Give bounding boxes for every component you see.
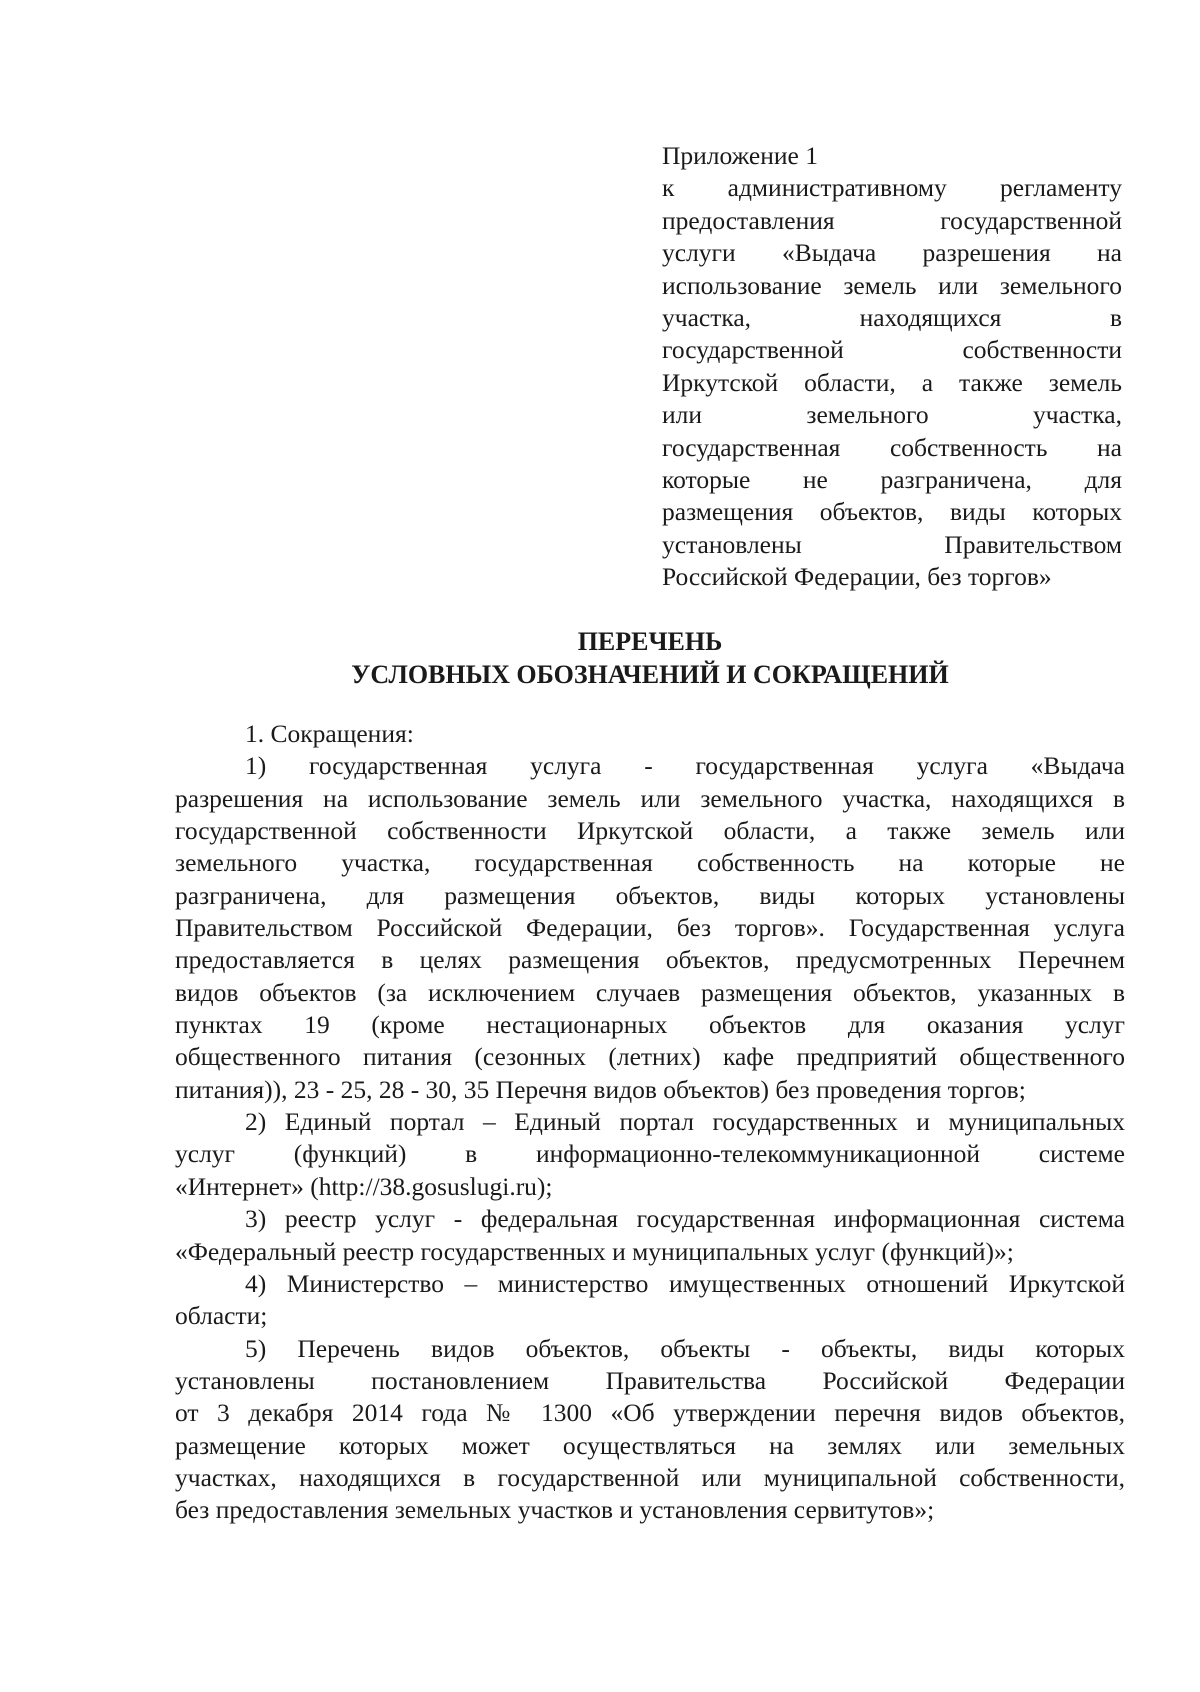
- section-heading: 1. Сокращения:: [245, 719, 414, 748]
- body-line: области;: [175, 1301, 268, 1331]
- body-line: государственной собственности Иркутской области, а также земель или: [175, 816, 1125, 846]
- body-line: пунктах 19 (кроме нестационарных объектов для оказания услуг: [175, 1010, 1125, 1040]
- body-line: услуг (функций) в информационно-телекоммуникационной системе: [175, 1139, 1125, 1169]
- body-line: общественного питания (сезонных (летних) кафе предприятий общественного: [175, 1042, 1125, 1072]
- appendix-line: участка, находящихся в: [662, 302, 1122, 332]
- appendix-line: или земельного участка,: [662, 400, 1122, 430]
- body-line: разрешения на использование земель или земельного участка, находящихся в: [175, 783, 1125, 813]
- document-body: [175, 718, 1125, 1527]
- title-line-2: УСЛОВНЫХ ОБОЗНАЧЕНИЙ И СОКРАЩЕНИЙ: [351, 660, 949, 689]
- body-line: 3) реестр услуг - федеральная государственная информационная система: [245, 1204, 1125, 1234]
- body-line: установлены постановлением Правительства Российской Федерации: [175, 1365, 1125, 1395]
- body-line: предоставляется в целях размещения объектов, предусмотренных Перечнем: [175, 945, 1125, 975]
- appendix-line: государственная собственность на: [662, 432, 1122, 462]
- body-line: 5) Перечень видов объектов, объекты - объекты, виды которых: [245, 1333, 1125, 1363]
- appendix-line: предоставления государственной: [662, 205, 1122, 235]
- appendix-line: Российской Федерации, без торгов»: [662, 562, 1052, 592]
- body-line: земельного участка, государственная собственность на которые не: [175, 848, 1125, 878]
- appendix-line: к административному регламенту: [662, 173, 1122, 203]
- body-line: видов объектов (за исключением случаев размещения объектов, указанных в: [175, 977, 1125, 1007]
- appendix-line: государственной собственности: [662, 335, 1122, 365]
- title-line-1: ПЕРЕЧЕНЬ: [577, 627, 723, 656]
- body-line: разграничена, для размещения объектов, виды которых установлены: [175, 880, 1125, 910]
- body-line: «Федеральный реестр государственных и муниципальных услуг (функций)»;: [175, 1236, 1014, 1266]
- body-line: участках, находящихся в государственной или муниципальной собственности,: [175, 1462, 1125, 1492]
- body-line: без предоставления земельных участков и установления сервитутов»;: [175, 1495, 935, 1525]
- body-line: Правительством Российской Федерации, без торгов». Государственная услуга: [175, 913, 1125, 943]
- body-line: 2) Единый портал – Единый портал государственных и муниципальных: [245, 1107, 1125, 1137]
- body-line: от 3 декабря 2014 года № 1300 «Об утверждении перечня видов объектов,: [175, 1398, 1125, 1428]
- body-line: питания)), 23 - 25, 28 - 30, 35 Перечня видов объектов) без проведения торгов;: [175, 1074, 1026, 1104]
- body-line: размещение которых может осуществляться на землях или земельных: [175, 1430, 1125, 1460]
- appendix-block: [662, 140, 1122, 593]
- appendix-line: размещения объектов, виды которых: [662, 497, 1122, 527]
- appendix-line: Приложение 1: [662, 141, 818, 170]
- body-line: «Интернет» (http://38.gosuslugi.ru);: [175, 1171, 553, 1201]
- appendix-line: услуги «Выдача разрешения на: [662, 238, 1122, 268]
- appendix-line: которые не разграничена, для: [662, 464, 1122, 494]
- body-line: 4) Министерство – министерство имущественных отношений Иркутской: [245, 1268, 1125, 1298]
- appendix-line: Иркутской области, а также земель: [662, 367, 1122, 397]
- body-line: 1) государственная услуга - государственная услуга «Выдача: [245, 751, 1125, 781]
- appendix-line: установлены Правительством: [662, 529, 1122, 559]
- appendix-line: использование земель или земельного: [662, 270, 1122, 300]
- document-title: [175, 625, 1125, 691]
